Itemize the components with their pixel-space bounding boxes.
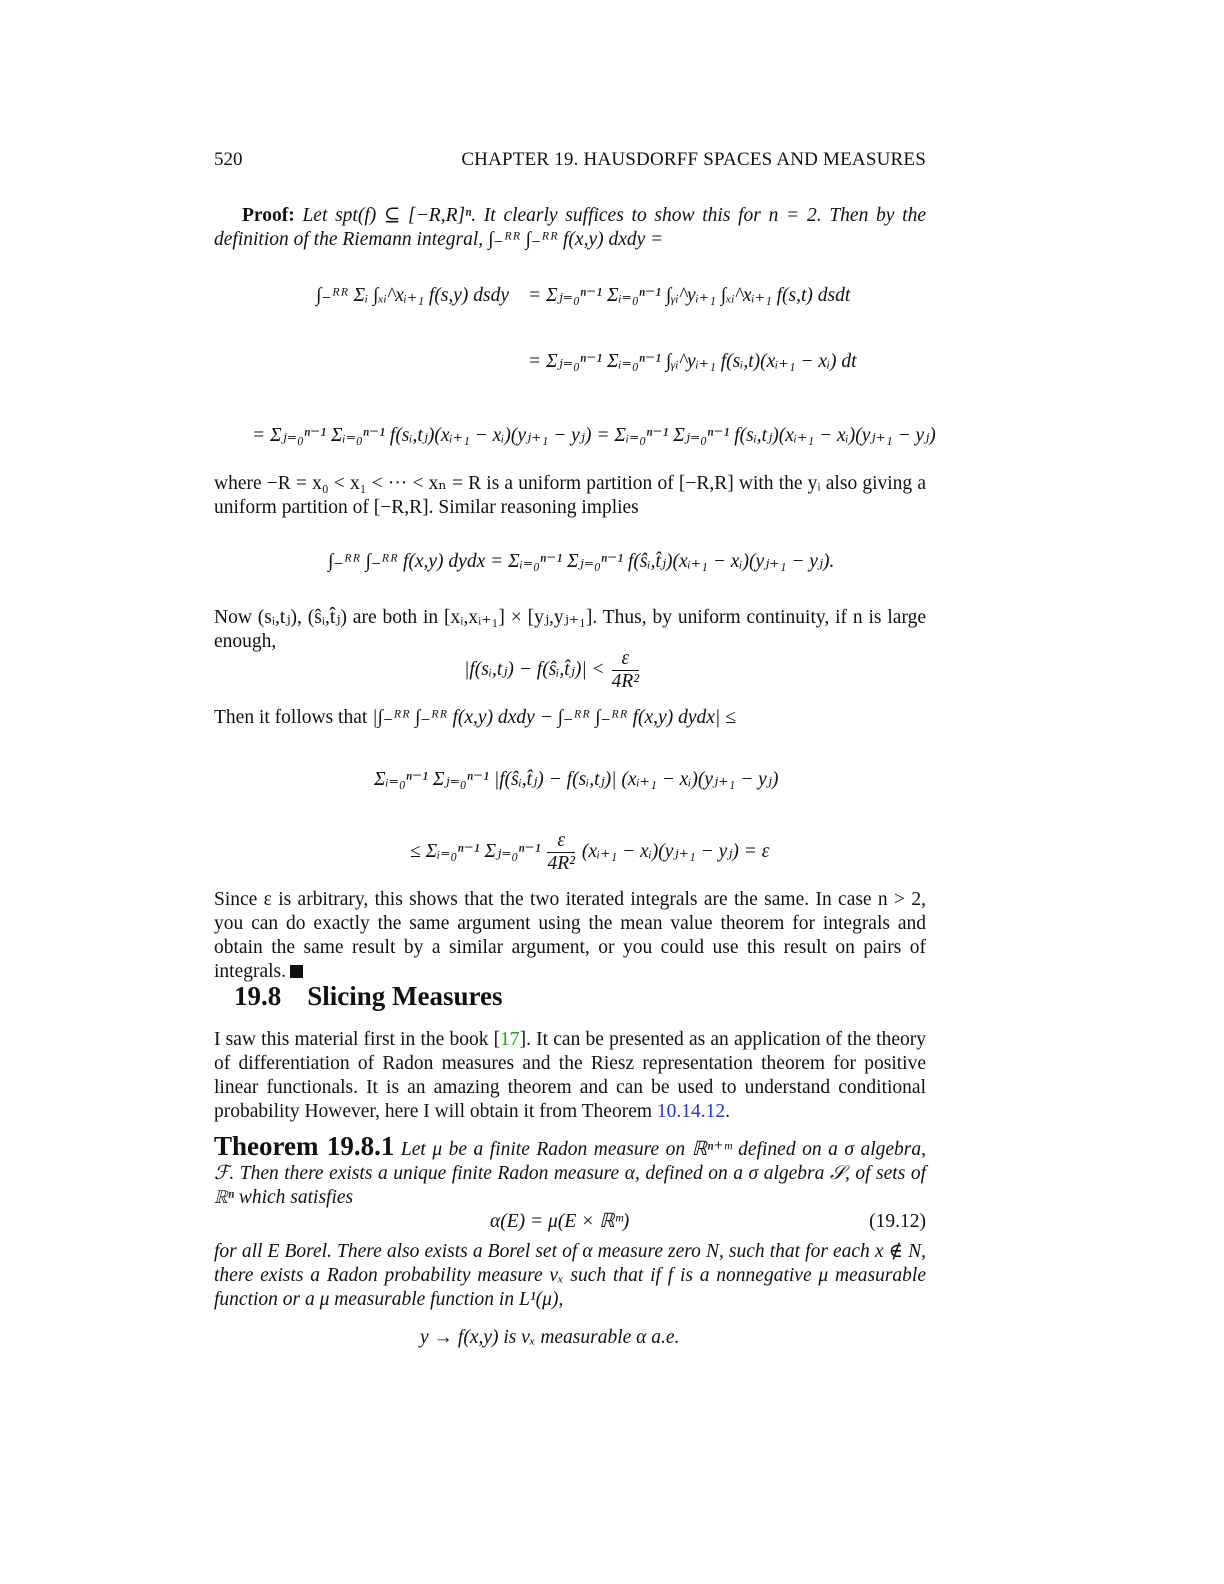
- section-text-b: ]. It can be presented as an application of the theory of differentiation of Radon measures and the Riesz representation theorem for positive linear functionals. It is an amazing theorem and can be used to understand conditional probability However, here I will obtain it from Theorem: [214, 1029, 926, 1122]
- proof-text-1: Let spt(f) ⊆ [−R,R]ⁿ. It clearly suffices to show this for n = 2. Then by the definition of the Riemann integral,: [214, 205, 927, 250]
- then-follows-text: Then it follows that: [214, 707, 368, 728]
- fraction-numerator: ε: [547, 830, 575, 853]
- epsilon-fraction-1: [612, 648, 640, 693]
- since-text: Since ε is arbitrary, this shows that the two iterated integrals are the same. In case n > 2, you can do exactly the same argument using the mean value theorem for integrals and obtain the same result by a similar argument, or you could use this result on pairs of integrals.: [214, 889, 926, 982]
- equation-4: ∫₋ᴿᴿ ∫₋ᴿᴿ f(x,y) dydx = Σᵢ₌₀ⁿ⁻¹ Σⱼ₌₀ⁿ⁻¹ f(ŝᵢ,t̂ⱼ)(xᵢ₊₁ − xᵢ)(yⱼ₊₁ − yⱼ).: [328, 551, 835, 572]
- equation-8: [410, 830, 769, 875]
- page-number: 520: [214, 149, 243, 170]
- since-paragraph: [214, 888, 926, 984]
- fraction-denominator: 4R²: [547, 853, 575, 874]
- equation-1-rhs: = Σⱼ₌₀ⁿ⁻¹ Σᵢ₌₀ⁿ⁻¹ ∫ᵧᵢ^yᵢ₊₁ ∫ₓᵢ^xᵢ₊₁ f(s,t) dsdt: [528, 285, 851, 306]
- chapter-title: CHAPTER 19. HAUSDORFF SPACES AND MEASURES: [461, 149, 926, 170]
- citation-link[interactable]: 17: [500, 1029, 520, 1050]
- equation-8-post: (xᵢ₊₁ − xᵢ)(yⱼ₊₁ − yⱼ) = ε: [581, 840, 770, 862]
- theorem-equation: α(E) = μ(E × ℝᵐ): [490, 1211, 630, 1232]
- proof-text-2: ∫₋ᴿᴿ ∫₋ᴿᴿ f(x,y) dxdy =: [488, 229, 664, 250]
- equation-5-lhs: |f(sᵢ,tⱼ) − f(ŝᵢ,t̂ⱼ)| <: [464, 658, 605, 680]
- theorem-equation-line: [214, 1210, 926, 1234]
- section-heading: [234, 981, 503, 1011]
- theorem-statement-1: Let μ be a finite Radon measure on ℝⁿ⁺ᵐ defined on a σ algebra, ℱ. Then there exists a unique finite Radon measure α, defined on a σ algebra 𝒮, of sets of ℝⁿ which satisfies: [214, 1139, 927, 1208]
- fraction-numerator: ε: [612, 648, 640, 671]
- equation-6: |∫₋ᴿᴿ ∫₋ᴿᴿ f(x,y) dxdy − ∫₋ᴿᴿ ∫₋ᴿᴿ f(x,y) dydx| ≤: [372, 707, 736, 728]
- proof-label: Proof:: [242, 205, 295, 226]
- proof-paragraph: [214, 204, 926, 252]
- theorem-final-line: y → f(x,y) is νₓ measurable α a.e.: [420, 1327, 680, 1348]
- section-paragraph: [214, 1028, 926, 1124]
- equation-8-pre: ≤ Σᵢ₌₀ⁿ⁻¹ Σⱼ₌₀ⁿ⁻¹: [410, 840, 541, 862]
- qed-square-icon: [290, 965, 303, 978]
- equation-1-lhs: ∫₋ᴿᴿ Σᵢ ∫ₓᵢ^xᵢ₊₁ f(s,y) dsdy: [316, 285, 510, 306]
- where-paragraph: where −R = x₀ < x₁ < ··· < xₙ = R is a uniform partition of [−R,R] with the yᵢ also giving a uniform partition of [−R,R]. Similar reasoning implies: [214, 473, 926, 518]
- equation-3: = Σⱼ₌₀ⁿ⁻¹ Σᵢ₌₀ⁿ⁻¹ f(sᵢ,tⱼ)(xᵢ₊₁ − xᵢ)(yⱼ₊₁ − yⱼ) = Σᵢ₌₀ⁿ⁻¹ Σⱼ₌₀ⁿ⁻¹ f(sᵢ,tⱼ)(xᵢ₊₁ − xᵢ)(yⱼ₊₁ − yⱼ): [252, 425, 936, 446]
- theorem-reference-link[interactable]: 10.14.12: [656, 1101, 726, 1122]
- now-paragraph: Now (sᵢ,tⱼ), (ŝᵢ,t̂ⱼ) are both in [xᵢ,xᵢ₊₁] × [yⱼ,yⱼ₊₁]. Thus, by uniform continuity, if n is large enough,: [214, 607, 926, 652]
- then-follows-line: [214, 706, 926, 730]
- section-text-end: .: [725, 1101, 731, 1122]
- fraction-denominator: 4R²: [611, 671, 640, 692]
- section-text-a: I saw this material first in the book [: [214, 1029, 501, 1050]
- theorem-label: Theorem 19.8.1: [214, 1131, 395, 1161]
- section-number: 19.8: [234, 981, 282, 1011]
- section-title: Slicing Measures: [307, 981, 503, 1011]
- equation-number: (19.12): [869, 1211, 926, 1232]
- equation-7: Σᵢ₌₀ⁿ⁻¹ Σⱼ₌₀ⁿ⁻¹ |f(ŝᵢ,t̂ⱼ) − f(sᵢ,tⱼ)| (xᵢ₊₁ − xᵢ)(yⱼ₊₁ − yⱼ): [374, 769, 779, 790]
- equation-2-rhs: = Σⱼ₌₀ⁿ⁻¹ Σᵢ₌₀ⁿ⁻¹ ∫ᵧᵢ^yᵢ₊₁ f(sᵢ,t)(xᵢ₊₁ − xᵢ) dt: [528, 351, 857, 372]
- equation-5: [464, 648, 641, 693]
- theorem-statement-2: for all E Borel. There also exists a Borel set of α measure zero N, such that for each x ∉ N, there exists a Radon probability measure νₓ such that if f is a nonnegative μ measurable function or a μ measurable function in L¹(μ),: [214, 1241, 926, 1310]
- theorem-block: [214, 1131, 927, 1210]
- epsilon-fraction-2: [547, 830, 575, 875]
